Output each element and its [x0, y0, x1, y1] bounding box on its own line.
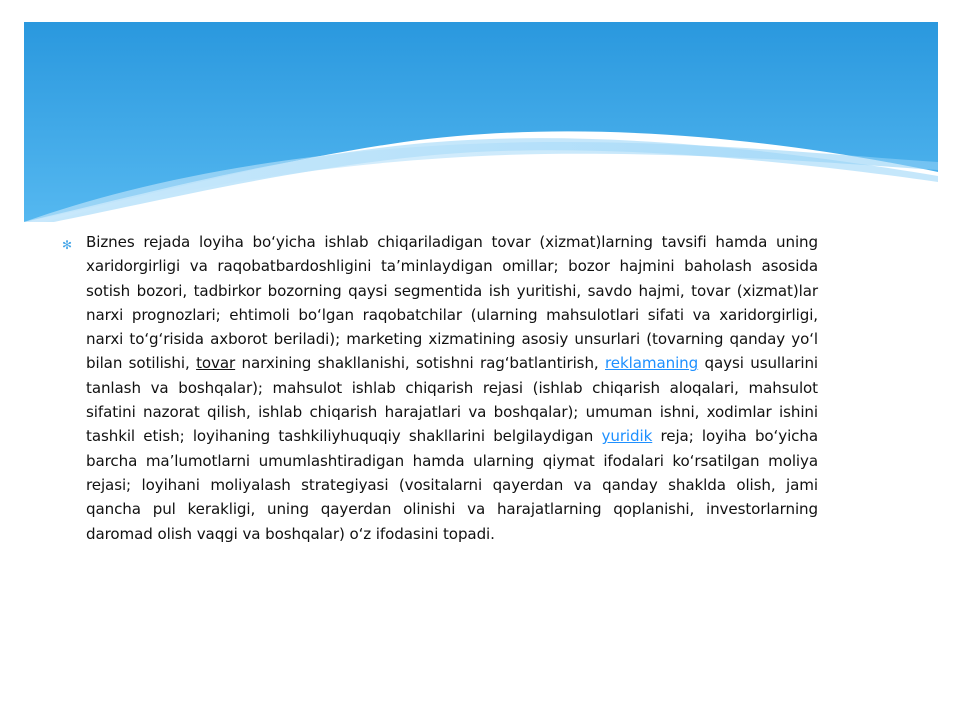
- header-wave-band: [24, 22, 938, 222]
- link-reklamaning[interactable]: reklamaning: [605, 354, 699, 373]
- paragraph-text-2: narxining shakllanishi, sotishni rag‘batlantirish,: [235, 354, 606, 373]
- paragraph-text-3: qaysi usullarini tanlash va boshqalar); mahsulot ishlab chiqarish rejasi (ishlab chiqarish aloqalari, mahsulot sifatini nazorat qilish, ishlab chiqarish harajatlari va boshqalar); umuman ishni, xodimlar ishini tashkil etish; loyihaning tashkiliyhuquqiy shakllarini belgilaydigan: [86, 354, 819, 446]
- underlined-word-tovar: tovar: [196, 354, 236, 373]
- paragraph-text-4: reja; loyiha bo‘yicha barcha ma’lumotlarni umumlashtiradigan hamda ularning qiymat ifodalari ko‘rsatilgan moliya rejasi; loyihani moliyalash strategiyasi (vositalarni qayerdan va qanday shaklda olish, jami qancha pul kerakligi, uning qayerdan olinishi va harajatlarning qoplanishi, investorlarning daromad olish vaqgi va boshqalar) o‘z ifodasini topadi.: [86, 427, 818, 543]
- bullet-paragraph: [86, 230, 818, 546]
- wave-graphic: [24, 22, 938, 222]
- content-bullet: [62, 230, 818, 546]
- paragraph-text-1: Biznes rejada loyiha bo‘yicha ishlab chiqariladigan tovar (xizmat)larning tavsifi hamda uning xaridorgirligi va raqobatbardoshligini ta’minlaydigan omillar; bozor hajmini baholash asosida sotish bozori, tadbirkor bozorning qaysi segmentida ish yuritishi, savdo hajmi, tovar (xizmat)lar narxi prognozlari; ehtimoli bo‘lgan raqobatchilar (ularning mahsulotlari sifati va xaridorgirligi, narxi to‘g‘risida axborot beriladi); marketing xizmatining asosiy unsurlari (tovarning qanday yo‘l bilan sotilishi,: [86, 233, 818, 373]
- link-yuridik[interactable]: yuridik: [601, 427, 653, 446]
- asterisk-icon: ✻: [62, 238, 73, 252]
